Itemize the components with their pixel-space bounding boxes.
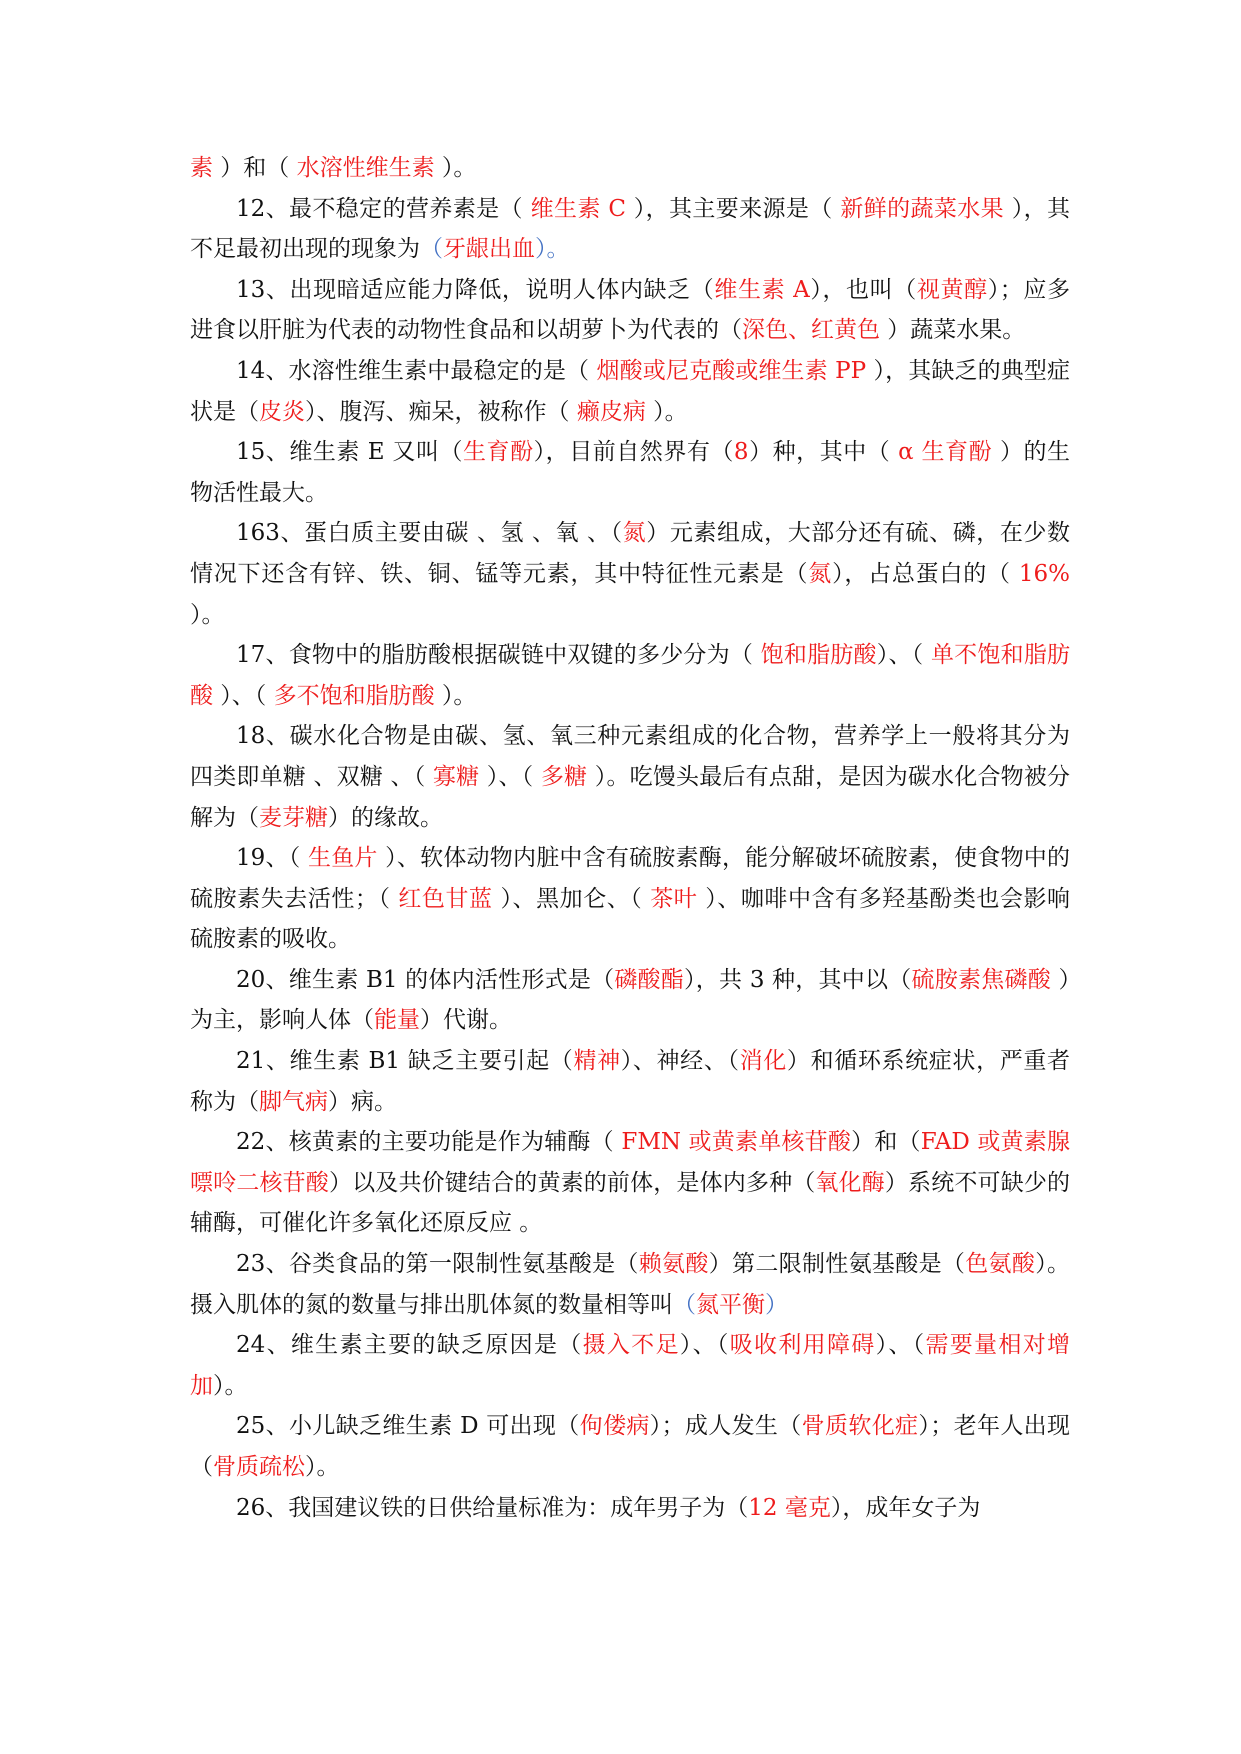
document-page <box>190 148 1070 1528</box>
answer-segment: 16% <box>1018 560 1071 587</box>
question-text-segment: ），共 3 种，其中以（ <box>684 966 912 993</box>
question-text-segment: ）、（ <box>876 642 931 669</box>
answer-segment: 单不饱和脂肪酸 <box>190 642 1071 709</box>
answer-segment: 生育酚 <box>463 439 534 466</box>
answer-segment: 需要量相对增加 <box>190 1332 1071 1399</box>
paragraph-q17 <box>190 635 1070 716</box>
question-text-segment: ），目前自然界有（ <box>533 439 734 466</box>
paragraph-q26 <box>190 1488 1070 1529</box>
paragraph-q23 <box>190 1244 1070 1325</box>
question-text-segment: ）、咖啡中含有多羟基酚类也会影响硫胺素的吸收。 <box>190 885 1071 953</box>
paragraph-q16 <box>190 513 1070 635</box>
question-text-segment: ）和（ <box>851 1129 921 1156</box>
question-text-segment: ），其不足最初出现的现象为 <box>190 195 1071 263</box>
question-text-segment: 26、我国建议铁的日供给量标准为：成年男子为（ <box>236 1494 749 1521</box>
answer-segment: 新鲜的蔬菜水果 <box>840 195 1005 222</box>
answer-segment: 多糖 <box>540 763 588 790</box>
question-text-segment: ）的缘故。 <box>328 804 443 831</box>
answer-segment: 能量 <box>374 1007 420 1034</box>
answer-segment: α 生育酚 <box>898 439 993 466</box>
answer-segment: 脚气病 <box>259 1088 328 1115</box>
bracket-segment: ）。 <box>535 236 570 263</box>
answer-segment: 氮平衡 <box>696 1291 765 1318</box>
question-text-segment: ）；老年人出现（ <box>190 1413 1071 1480</box>
question-text-segment: 25、小儿缺乏维生素 D 可出现（ <box>236 1413 580 1440</box>
question-text-segment: ）的生物活性最大。 <box>190 439 1071 506</box>
question-text-segment: ）。吃馒头最后有点甜，是因为碳水化合物被分解为（ <box>190 763 1071 831</box>
question-text-segment: ）为主，影响人体（ <box>190 966 1071 1034</box>
question-text-segment: ）系统不可缺少的辅酶，可催化许多氧化还原反应 。 <box>190 1169 1071 1237</box>
question-text-segment: ）、黑加仑、（ <box>492 885 651 912</box>
question-text-segment: ）代谢。 <box>420 1007 512 1034</box>
question-text-segment: ）、（ <box>213 682 274 709</box>
question-text-segment: ），也叫（ <box>809 276 917 303</box>
answer-segment: 多不饱和脂肪酸 <box>273 682 435 709</box>
answer-segment: 茶叶 <box>650 885 698 912</box>
answer-segment: 红色甘蓝 <box>398 885 493 912</box>
answer-segment: 佝偻病 <box>579 1413 650 1440</box>
paragraph-q14 <box>190 351 1070 432</box>
answer-segment: 寡糖 <box>432 763 480 790</box>
question-text-segment: ），其主要来源是（ <box>626 195 841 222</box>
answer-segment: 维生素 C <box>530 195 627 222</box>
question-text-segment: ）。 <box>305 1454 340 1480</box>
question-text-segment: ）。 <box>434 682 477 709</box>
paragraph-q21 <box>190 1041 1070 1122</box>
question-text-segment: ）元素组成，大部分还有硫、磷，在少数情况下还含有锌、铁、铜、锰等元素，其中特征性元素是（ <box>190 520 1071 587</box>
question-text-segment: 17、食物中的脂肪酸根据碳链中双键的多少分为（ <box>236 642 761 669</box>
paragraph-q24 <box>190 1325 1070 1406</box>
bracket-segment: （ <box>420 236 443 263</box>
question-text-segment: ），其缺乏的典型症状是（ <box>190 357 1071 425</box>
answer-segment: 视黄醇 <box>916 276 988 303</box>
question-text-segment: 19、（ <box>236 845 308 872</box>
answer-segment: 皮炎 <box>259 398 305 425</box>
question-text-segment: ）病。 <box>328 1088 397 1115</box>
answer-segment: 深色、红黄色 <box>742 317 880 344</box>
question-text-segment: ）、（ <box>479 763 541 790</box>
answer-segment: 氧化酶 <box>815 1169 885 1196</box>
answer-segment: 消化 <box>739 1048 787 1075</box>
answer-segment: 摄入不足 <box>582 1332 680 1359</box>
question-text-segment: ）；成人发生（ <box>649 1413 802 1440</box>
question-text-segment: 23、谷类食品的第一限制性氨基酸是（ <box>236 1251 639 1278</box>
answer-segment: 色氨酸 <box>965 1251 1036 1278</box>
question-text-segment: ），成年女子为 <box>830 1494 981 1521</box>
question-text-segment: ）、神经、（ <box>620 1048 740 1075</box>
answer-segment: 12 毫克 <box>748 1494 831 1521</box>
answer-segment: 吸收利用障碍 <box>729 1332 876 1359</box>
question-text-segment: ）、（ <box>679 1332 730 1359</box>
question-text-segment: ）。 <box>190 601 225 628</box>
question-text-segment: ）和（ <box>213 155 297 181</box>
question-text-segment: 163、蛋白质主要由碳 、氢 、氧 、（ <box>236 520 623 547</box>
answer-segment: 氮 <box>622 520 647 547</box>
question-text-segment: ）种，其中（ <box>748 439 899 466</box>
answer-segment: 赖氨酸 <box>638 1251 709 1278</box>
answer-segment: 麦芽糖 <box>259 804 328 831</box>
question-text-segment: ）。 <box>434 155 477 181</box>
question-text-segment: ）。摄入肌体的氮的数量与排出肌体氮的数量相等叫 <box>190 1251 1071 1318</box>
question-text-segment: ），占总蛋白的（ <box>832 560 1019 587</box>
answer-segment: 生鱼片 <box>307 845 378 872</box>
question-text-segment: ）以及共价键结合的黄素的前体，是体内多种（ <box>328 1169 816 1196</box>
answer-segment: 水溶性维生素 <box>296 155 435 181</box>
question-text-segment: 18、碳水化合物是由碳、氢、氧三种元素组成的化合物，营养学上一般将其分为四类即单糖 、双糖 、（ <box>190 723 1070 790</box>
question-text-segment: 14、水溶性维生素中最稳定的是（ <box>236 357 597 384</box>
question-text-segment: 15、维生素 E 又叫（ <box>236 439 464 466</box>
question-text-segment: ）蔬菜水果。 <box>880 317 1026 344</box>
question-text-segment: ）、（ <box>875 1332 926 1359</box>
answer-segment: 癞皮病 <box>576 398 646 425</box>
paragraph-cont-11 <box>190 148 1070 189</box>
question-text-segment: 24、维生素主要的缺乏原因是（ <box>236 1332 583 1359</box>
question-text-segment: 22、核黄素的主要功能是作为辅酶（ <box>236 1129 622 1156</box>
answer-segment: 氮 <box>808 560 833 587</box>
answer-segment: FAD 或黄素腺嘌呤二核苷酸 <box>190 1129 1070 1196</box>
question-text-segment: ）第二限制性氨基酸是（ <box>708 1251 966 1278</box>
question-text-segment: 20、维生素 B1 的体内活性形式是（ <box>236 966 615 993</box>
answer-segment: 8 <box>733 439 749 466</box>
paragraph-q20 <box>190 960 1070 1041</box>
question-text-segment: ）和循环系统症状，严重者称为（ <box>190 1048 1071 1115</box>
question-text-segment: ）；应多进食以肝脏为代表的动物性食品和以胡萝卜为代表的（ <box>190 276 1071 344</box>
question-text-segment: 21、维生素 B1 缺乏主要引起（ <box>236 1048 574 1075</box>
paragraph-q19 <box>190 838 1070 960</box>
answer-segment: 骨质软化症 <box>801 1413 919 1440</box>
paragraph-q18 <box>190 716 1070 838</box>
paragraph-q25 <box>190 1406 1070 1487</box>
question-text-segment: ）。 <box>213 1372 248 1399</box>
answer-segment: 牙龈出血 <box>443 236 535 263</box>
bracket-segment: ） <box>765 1291 788 1318</box>
paragraph-q15 <box>190 432 1070 513</box>
answer-segment: 骨质疏松 <box>213 1454 305 1480</box>
paragraph-q22 <box>190 1122 1070 1244</box>
answer-segment: 维生素 A <box>714 276 810 303</box>
answer-segment: 素 <box>190 155 213 181</box>
answer-segment: FMN 或黄素单核苷酸 <box>621 1129 852 1156</box>
answer-segment: 磷酸酯 <box>614 966 685 993</box>
question-text-segment: 13、出现暗适应能力降低，说明人体内缺乏（ <box>236 276 715 303</box>
paragraph-q13 <box>190 270 1070 351</box>
answer-segment: 烟酸或尼克酸或维生素 PP <box>596 357 867 384</box>
question-text-segment: ）、软体动物内脏中含有硫胺素酶，能分解破坏硫胺素，使食物中的硫胺素失去活性；（ <box>190 845 1071 912</box>
answer-segment: 精神 <box>573 1048 621 1075</box>
answer-segment: 饱和脂肪酸 <box>760 642 877 669</box>
paragraph-q12 <box>190 189 1070 270</box>
question-text-segment: 12、最不稳定的营养素是（ <box>236 195 531 222</box>
question-text-segment: ）、腹泻、痴呆，被称作（ <box>305 398 577 425</box>
question-text-segment: ）。 <box>645 398 688 425</box>
bracket-segment: （ <box>673 1291 696 1318</box>
answer-segment: 硫胺素焦磷酸 <box>911 966 1051 993</box>
